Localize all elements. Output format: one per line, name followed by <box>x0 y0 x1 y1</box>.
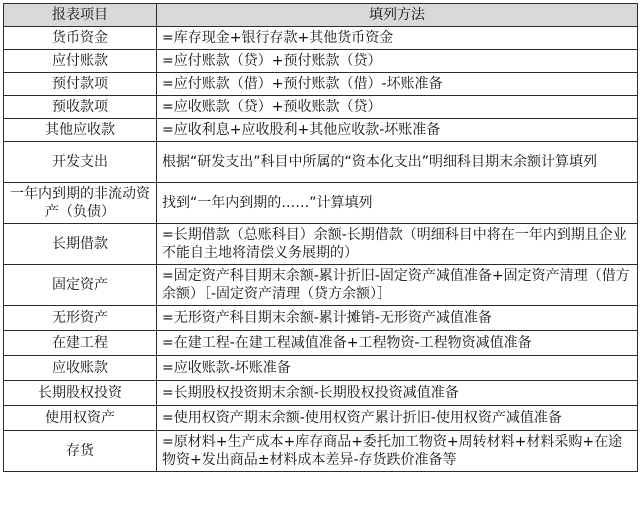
row-item: 一年内到期的非流动资产（负债） <box>4 183 157 224</box>
row-item: 固定资产 <box>4 265 157 306</box>
table-row <box>4 306 638 331</box>
row-item: 预收款项 <box>4 96 157 119</box>
row-item: 无形资产 <box>4 306 157 331</box>
table-row <box>4 27 638 50</box>
row-item: 应收账款 <box>4 356 157 381</box>
table-row <box>4 381 638 406</box>
table-row <box>4 142 638 183</box>
row-item: 开发支出 <box>4 142 157 183</box>
row-method: =应付账款（贷）+预付账款（贷） <box>157 50 638 73</box>
row-item: 在建工程 <box>4 331 157 356</box>
row-method: =应付账款（借）+预付账款（借）-坏账准备 <box>157 73 638 96</box>
table-row <box>4 50 638 73</box>
table-row <box>4 224 638 265</box>
table-header-row <box>4 4 638 27</box>
table-row <box>4 406 638 431</box>
header-fill-method: 填列方法 <box>157 4 638 27</box>
row-method: =长期股权投资期末余额-长期股权投资减值准备 <box>157 381 638 406</box>
header-report-item: 报表项目 <box>4 4 157 27</box>
row-method: =应收利息+应收股利+其他应收款-坏账准备 <box>157 119 638 142</box>
row-item: 应付账款 <box>4 50 157 73</box>
table-row <box>4 431 638 472</box>
report-fill-method-table <box>3 3 638 472</box>
table-row <box>4 73 638 96</box>
row-method: =固定资产科目期末余额-累计折旧-固定资产减值准备+固定资产清理（借方余额）［-固定资产清理（贷方余额）］ <box>157 265 638 306</box>
row-item: 长期股权投资 <box>4 381 157 406</box>
row-item: 存货 <box>4 431 157 472</box>
row-method: =应收账款-坏账准备 <box>157 356 638 381</box>
row-method: =应收账款（贷）+预收账款（贷） <box>157 96 638 119</box>
row-item: 使用权资产 <box>4 406 157 431</box>
table-row <box>4 331 638 356</box>
row-method: =无形资产科目期末余额-累计摊销-无形资产减值准备 <box>157 306 638 331</box>
row-method: =在建工程-在建工程减值准备+工程物资-工程物资减值准备 <box>157 331 638 356</box>
row-method: =长期借款（总账科目）余额-长期借款（明细科目中将在一年内到期且企业不能自主地将清偿义务展期的） <box>157 224 638 265</box>
row-item: 预付款项 <box>4 73 157 96</box>
table-row <box>4 119 638 142</box>
row-method: =库存现金+银行存款+其他货币资金 <box>157 27 638 50</box>
report-fill-method-table-container <box>3 3 637 501</box>
table-row <box>4 183 638 224</box>
row-method: 找到“一年内到期的……”计算填列 <box>157 183 638 224</box>
row-item: 其他应收款 <box>4 119 157 142</box>
row-method: =原材料+生产成本+库存商品+委托加工物资+周转材料+材料采购+在途物资+发出商品±材料成本差异-存货跌价准备等 <box>157 431 638 472</box>
row-item: 长期借款 <box>4 224 157 265</box>
table-row <box>4 265 638 306</box>
table-row <box>4 356 638 381</box>
row-method: 根据“研发支出”科目中所属的“资本化支出”明细科目期末余额计算填列 <box>157 142 638 183</box>
row-item: 货币资金 <box>4 27 157 50</box>
row-method: =使用权资产期末余额-使用权资产累计折旧-使用权资产减值准备 <box>157 406 638 431</box>
table-row <box>4 96 638 119</box>
